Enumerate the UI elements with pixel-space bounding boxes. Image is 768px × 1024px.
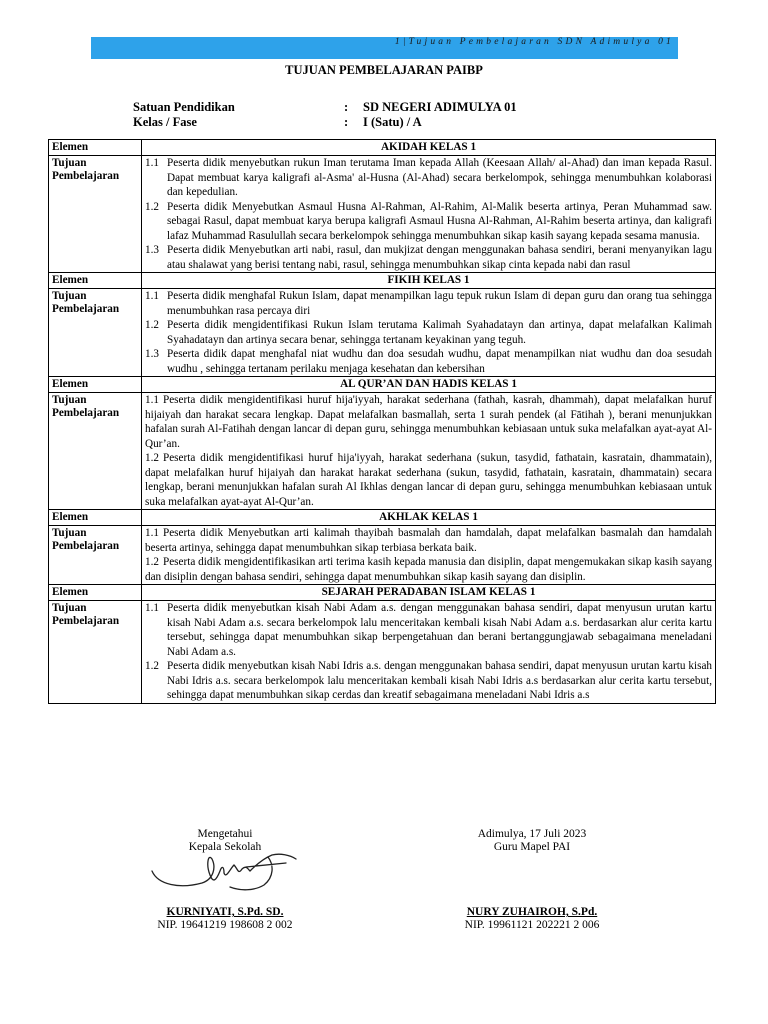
objective-number: 1.2 — [145, 452, 159, 464]
elemen-label: Elemen — [49, 377, 142, 393]
section-body-row — [49, 289, 716, 377]
tujuan-label-line2: Pembelajaran — [52, 406, 120, 419]
objectives-cell — [142, 526, 716, 585]
tujuan-label-line1: Tujuan — [52, 157, 87, 169]
objectives-cell — [142, 393, 716, 510]
section-title: AKHLAK KELAS 1 — [142, 510, 716, 526]
document-title: TUJUAN PEMBELAJARAN PAIBP — [285, 63, 483, 77]
section-body-row — [49, 601, 716, 704]
sign-left-name: KURNIYATI, S.Pd. SD. — [166, 906, 284, 918]
elemen-label: Elemen — [49, 273, 142, 289]
running-title: 1|Tujuan Pembelajaran SDN Adimulya 01 — [394, 37, 674, 47]
objective-item — [145, 347, 712, 376]
sign-left-line2: Kepala Sekolah — [188, 841, 262, 853]
tujuan-label-line2: Pembelajaran — [52, 614, 120, 627]
objective-text: Peserta didik Menyebutkan arti nabi, rasul, dan mukjizat dengan menggunakan bahasa sendiri, berani menyanyikan lagu atau shalawat yang berisi tentang nabi, rasul, sehingga menumbuhkan sikap cinta kepada nabi dan rasul — [167, 244, 712, 271]
handwritten-signature — [150, 845, 310, 901]
tujuan-label-cell — [49, 289, 142, 377]
objective-number: 1.2 — [145, 660, 159, 672]
objective-number: 1.3 — [145, 244, 159, 256]
objective-number: 1.3 — [145, 348, 159, 360]
section-header-row — [49, 140, 716, 156]
objective-text: Peserta didik menyebutkan rukun Iman terutama Iman kepada Allah (Keesaan Allah/ al-Ahad) dan iman kepada Rasul. Dapat membuat karya kaligrafi al-Asma' al-Husna (Al-Ahad) secara berkelompok, sehingga menumbuhkan kolaborasi dan kepedulian. — [167, 157, 712, 198]
objective-item — [145, 243, 712, 272]
section-body-row — [49, 393, 716, 510]
objective-item — [145, 393, 712, 451]
meta-label: Kelas / Fase — [133, 115, 197, 129]
objective-text: Peserta didik menyebutkan kisah Nabi Adam a.s. dengan menggunakan bahasa sendiri, dapat menyusun urutan kartu kisah Nabi Adam a.s. secara berkelompok lalu menceritakan kembali kisah Nabi Adam a.s. berdasarkan alur cerita kartu tersebut, sehingga dapat menumbuhkan sikap berpengetahuan dan berani bertanggungjawab sebagaimana meneladani Nabi Adam a.s. — [167, 602, 712, 658]
section-header-row — [49, 377, 716, 393]
sign-left-nip: NIP. 19641219 198608 2 002 — [157, 919, 293, 931]
tujuan-label-cell — [49, 156, 142, 273]
section-title: FIKIH KELAS 1 — [142, 273, 716, 289]
section-title: SEJARAH PERADABAN ISLAM KELAS 1 — [142, 585, 716, 601]
sign-right-name: NURY ZUHAIROH, S.Pd. — [466, 906, 598, 918]
objective-number: 1.2 — [145, 556, 159, 568]
objective-number: 1.1 — [145, 394, 159, 406]
section-header-row — [49, 585, 716, 601]
objective-text: Peserta didik mengidentifikasi huruf hija'iyyah, harakat sederhana (fathah, kasrah, dhammah), dapat melafalkan huruf hijaiyah dan harakat secara lengkap. Dapat melafalkan basmallah, serta 1 surah pendek (al Fātihah ), berani menunjukkan hafalan surah Al-Fatihah dengan lancar di depan guru, sehingga menumbuhkan kebiasaan untuk suka melafalkan ayat-ayat Al-Qur’an. — [145, 394, 712, 450]
objective-item — [145, 555, 712, 584]
objective-item — [145, 451, 712, 509]
page-header-bar — [91, 37, 678, 59]
objective-item — [145, 156, 712, 200]
objective-text: Peserta didik menghafal Rukun Islam, dapat menampilkan lagu tepuk rukun Islam di depan guru dan orang tua sehingga menumbuhkan rasa percaya diri — [167, 290, 712, 317]
meta-colon: : — [344, 100, 349, 114]
section-title: AL QUR’AN DAN HADIS KELAS 1 — [142, 377, 716, 393]
objectives-cell — [142, 601, 716, 704]
elemen-label: Elemen — [49, 140, 142, 156]
objective-item — [145, 601, 712, 659]
meta-label: Satuan Pendidikan — [133, 100, 235, 114]
objective-item — [145, 659, 712, 703]
objectives-cell — [142, 156, 716, 273]
objective-number: 1.1 — [145, 290, 159, 302]
elemen-label: Elemen — [49, 585, 142, 601]
tujuan-label-cell — [49, 526, 142, 585]
objective-number: 1.2 — [145, 200, 159, 213]
objective-item — [145, 200, 712, 244]
tujuan-label-line2: Pembelajaran — [52, 539, 120, 552]
meta-value: I (Satu) / A — [363, 115, 422, 129]
objective-text: Peserta didik mengidentifikasi Rukun Islam terutama Kalimah Syahadatayn dan artinya, dapat melafalkan Kalimah Syahadatayn dan artinya secara benar, sehingga tertanam keyakinan yang teguh. — [167, 319, 712, 346]
tujuan-label-line2: Pembelajaran — [52, 169, 120, 182]
meta-value: SD NEGERI ADIMULYA 01 — [363, 100, 517, 114]
sign-right-line2: Guru Mapel PAI — [493, 841, 571, 853]
tujuan-label-line2: Pembelajaran — [52, 302, 120, 315]
objective-text: Peserta didik Menyebutkan arti kalimah thayibah basmalah dan hamdalah, dapat melafalkan basmalah dan hamdalah beserta artinya, sehingga dapat menumbuhkan sikap terbiasa berkata baik. — [145, 527, 712, 554]
objective-text: Peserta didik dapat menghafal niat wudhu dan doa sesudah wudhu, dapat menampilkan niat wudhu dan doa sesudah wudhu , sehingga tertanam perilaku menjaga kesehatan dan kebersihan — [167, 348, 712, 375]
objective-number: 1.1 — [145, 602, 159, 614]
tujuan-label-cell — [49, 601, 142, 704]
objective-text: Peserta didik mengidentifikasikan arti terima kasih kepada manusia dan disiplin, dapat mengemukakan sikap kasih sayang dan disiplin dengan bahasa sendiri, sehingga dapat menumbuhkan sikap kasih sayang dan disiplin. — [145, 556, 712, 583]
tujuan-label-line1: Tujuan — [52, 290, 87, 302]
section-body-row — [49, 526, 716, 585]
section-header-row — [49, 273, 716, 289]
meta-colon: : — [344, 115, 349, 129]
objective-number: 1.1 — [145, 527, 159, 539]
signature-block-right — [452, 828, 612, 854]
section-title: AKIDAH KELAS 1 — [142, 140, 716, 156]
tujuan-label-line1: Tujuan — [52, 394, 87, 406]
tujuan-label-cell — [49, 393, 142, 510]
objectives-cell — [142, 289, 716, 377]
section-header-row — [49, 510, 716, 526]
objective-text: Peserta didik mengidentifikasi huruf hija'iyyah, harakat sederhana (sukun, tasydid, fathatain, kasratain, dhammatain), dapat melafalkan huruf hijaiyah dan harakat harakat sederhana (sukun, tasydid, fathatain, kasratain, dhammatain) secara lengkap, berani menunjukkan hafalan surah Al Ikhlas dengan lancar di depan guru, sehingga menumbuhkan kebiasaan untuk suka melafalkan ayat-ayat Al-Qur’an. — [145, 452, 712, 508]
objective-number: 1.2 — [145, 319, 159, 331]
objective-text: Peserta didik Menyebutkan Asmaul Husna Al-Rahman, Al-Rahim, Al-Malik beserta artinya, Peran Muhammad saw. sebagai Rasul, dapat membuat karya berupa kaligrafi Asmaul Husna Al-Rahman, Al-Rahim beserta artinya, dan kaligrafi lafaz Muhammad Rasulullah secara berkelompok sehingga menumbuhkan sikap kasih sayang kepada sesama manusia. — [167, 200, 712, 242]
objective-text: Peserta didik menyebutkan kisah Nabi Idris a.s. dengan menggunakan bahasa sendiri, dapat menyusun urutan kartu kisah Nabi Idris a.s. secara berkelompok lalu menceritakan kembali kisah Nabi Idris a.s berdasarkan alur cerita kartu tersebut, sehingga dapat menumbuhkan sikap cerdas dan kreatif sebagaimana meneladani Nabi Idris a.s — [167, 660, 712, 701]
objective-item — [145, 318, 712, 347]
elemen-label: Elemen — [49, 510, 142, 526]
tujuan-label-line1: Tujuan — [52, 602, 87, 614]
sign-right-nip: NIP. 19961121 202221 2 006 — [464, 919, 600, 931]
signature-name-left-block — [150, 906, 300, 932]
sign-right-line1: Adimulya, 17 Juli 2023 — [477, 828, 587, 840]
sign-left-line1: Mengetahui — [197, 828, 253, 840]
objective-number: 1.1 — [145, 157, 159, 169]
objective-item — [145, 526, 712, 555]
objective-item — [145, 289, 712, 318]
signature-name-right-block — [452, 906, 612, 932]
tujuan-label-line1: Tujuan — [52, 527, 87, 539]
learning-objectives-table — [48, 139, 716, 704]
section-body-row — [49, 156, 716, 273]
